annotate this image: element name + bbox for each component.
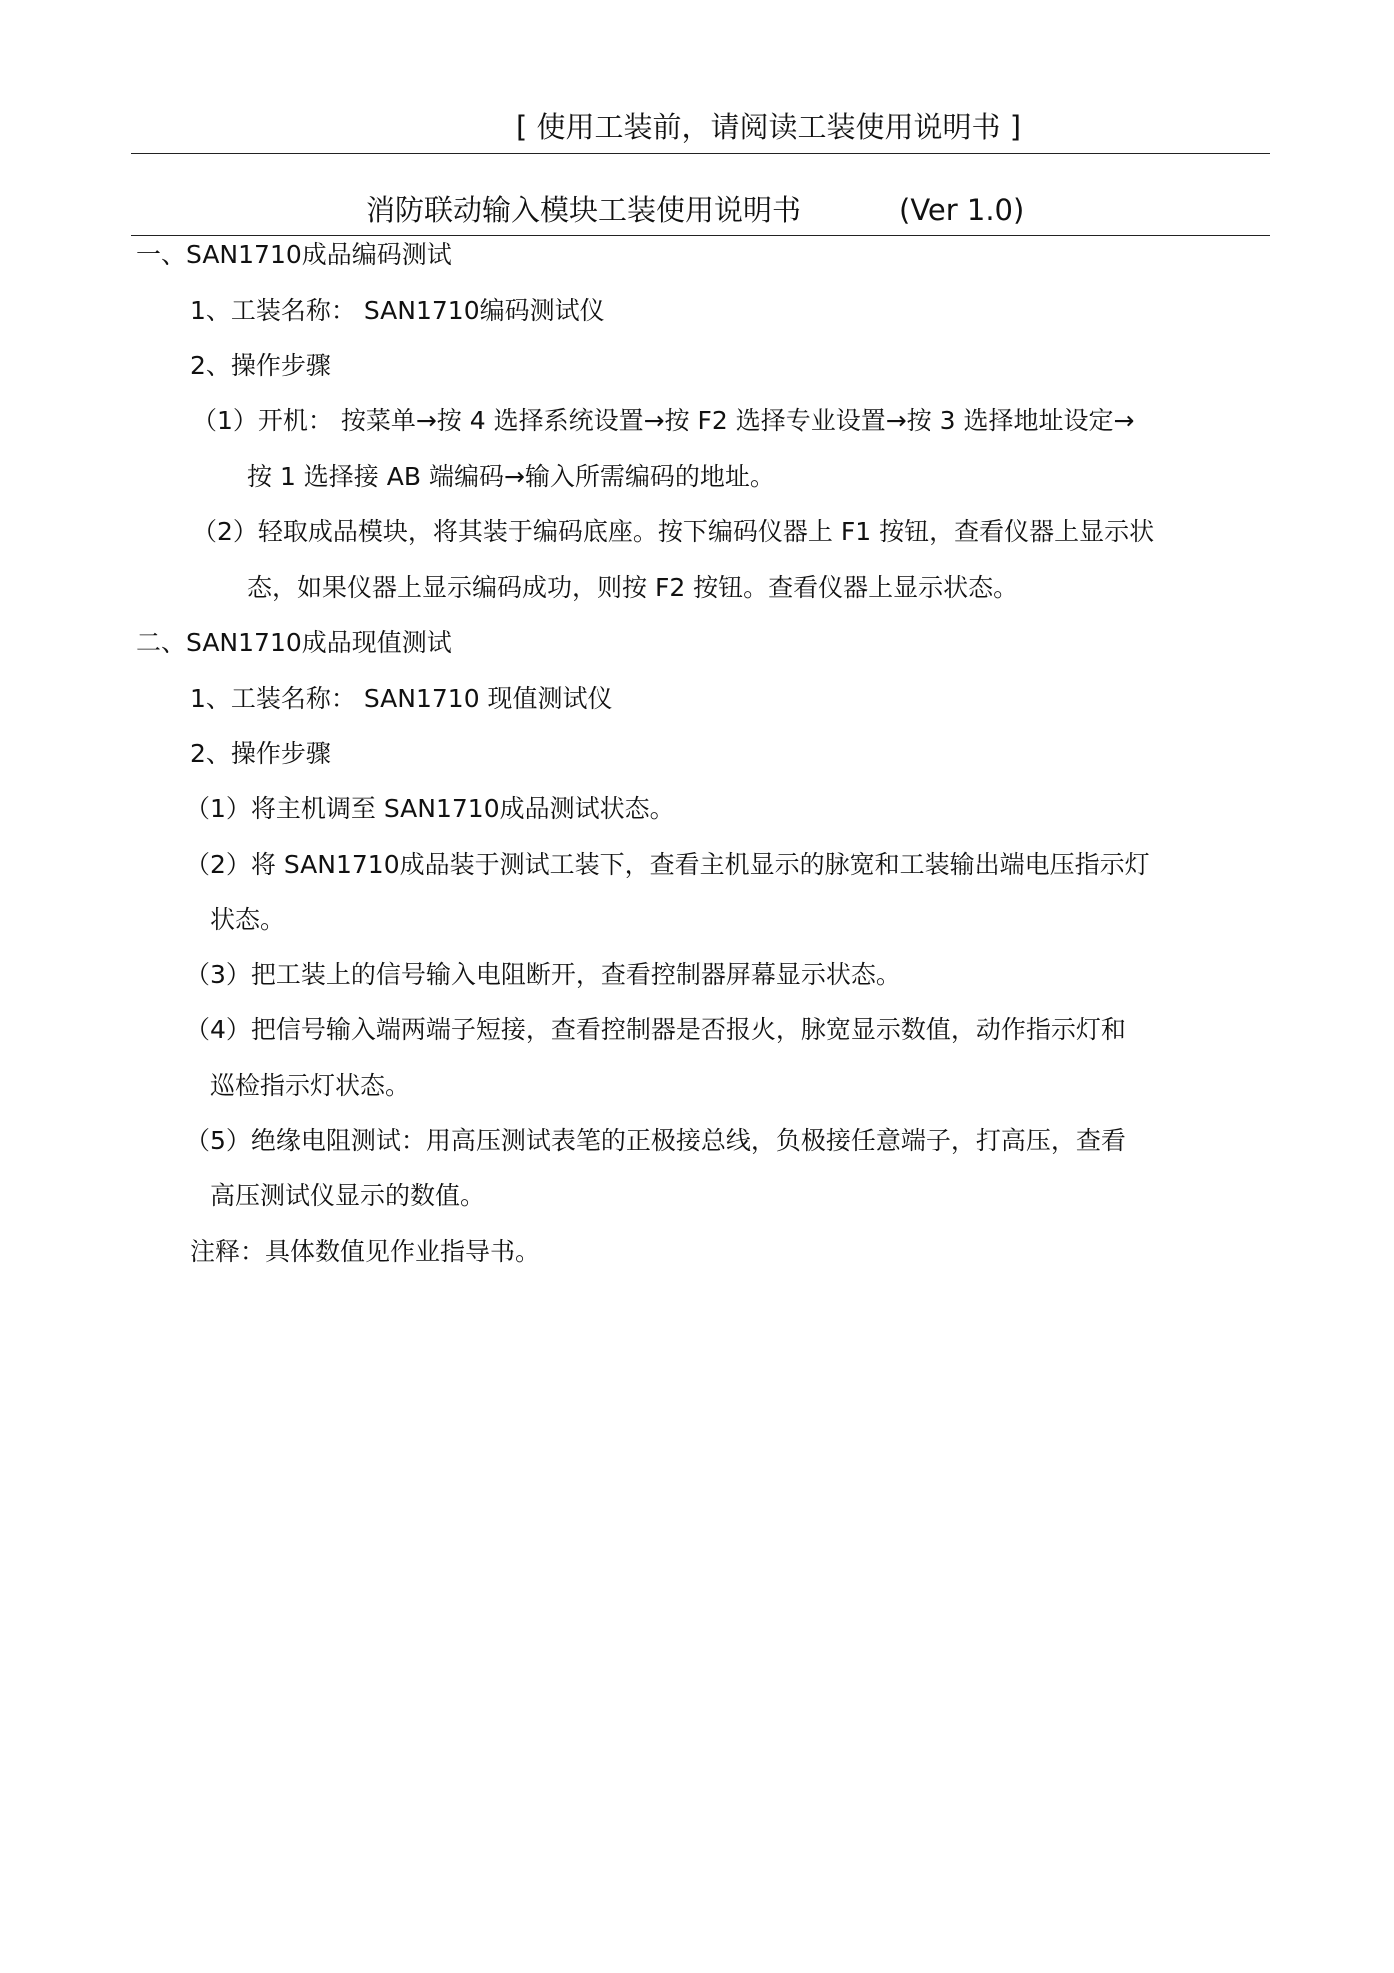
title-divider xyxy=(131,235,1270,236)
section2-step5-line1: （5）绝缘电阻测试：用高压测试表笔的正极接总线，负极接任意端子，打高压，查看 xyxy=(185,1126,1126,1155)
section2-step4-line1: （4）把信号输入端两端子短接，查看控制器是否报火，脉宽显示数值，动作指示灯和 xyxy=(185,1015,1126,1044)
section2-steps-label: 2、操作步骤 xyxy=(190,739,331,768)
section1-steps-label: 2、操作步骤 xyxy=(190,351,331,380)
section1-step1-line1: （1）开机： 按菜单→按 4 选择系统设置→按 F2 选择专业设置→按 3 选择地址设定→ xyxy=(192,406,1135,435)
section2-tool-name: 1、工装名称： SAN1710 现值测试仪 xyxy=(190,684,613,713)
section2-step4-line2: 巡检指示灯状态。 xyxy=(210,1071,411,1100)
section2-note: 注释：具体数值见作业指导书。 xyxy=(190,1237,541,1266)
section1-tool-name: 1、工装名称： SAN1710编码测试仪 xyxy=(190,296,605,325)
section2-step1: （1）将主机调至 SAN1710成品测试状态。 xyxy=(185,794,675,823)
header-divider xyxy=(131,153,1270,154)
header-notice: [ 使用工装前，请阅读工装使用说明书 ] xyxy=(516,110,1022,144)
section2-step3: （3）把工装上的信号输入电阻断开，查看控制器屏幕显示状态。 xyxy=(185,960,901,989)
section2-heading: 二、SAN1710成品现值测试 xyxy=(136,628,452,657)
section1-heading: 一、SAN1710成品编码测试 xyxy=(136,240,452,269)
section2-step2-line2: 状态。 xyxy=(210,905,286,934)
section1-step1-line2: 按 1 选择接 AB 端编码→输入所需编码的地址。 xyxy=(247,462,775,491)
section2-step2-line1: （2）将 SAN1710成品装于测试工装下，查看主机显示的脉宽和工装输出端电压指示灯 xyxy=(185,850,1150,879)
section1-step2-line2: 态，如果仪器上显示编码成功，则按 F2 按钮。查看仪器上显示状态。 xyxy=(247,573,1019,602)
document-version: (Ver 1.0) xyxy=(899,193,1025,227)
section2-step5-line2: 高压测试仪显示的数值。 xyxy=(210,1181,486,1210)
section1-step2-line1: （2）轻取成品模块，将其装于编码底座。按下编码仪器上 F1 按钮，查看仪器上显示状 xyxy=(192,517,1155,546)
document-title: 消防联动输入模块工装使用说明书 xyxy=(366,193,802,227)
